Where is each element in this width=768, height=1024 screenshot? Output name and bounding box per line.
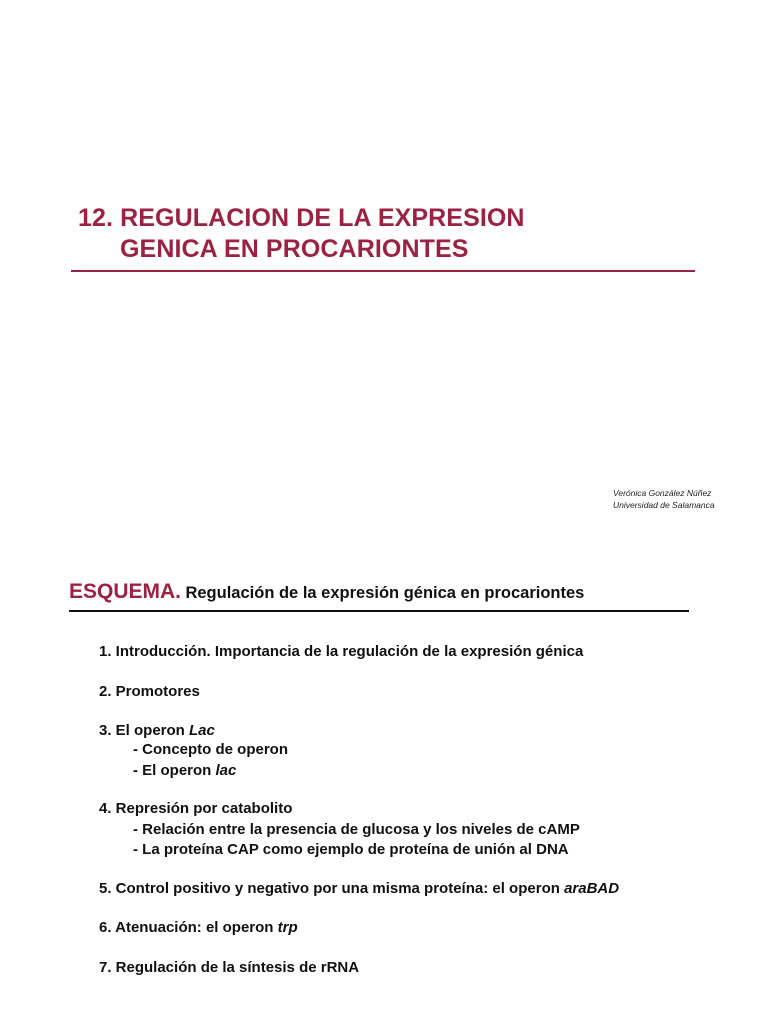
title-divider <box>71 270 695 272</box>
outline-divider <box>69 610 689 612</box>
outline-subheading: Regulación de la expresión génica en procariontes <box>185 584 585 602</box>
author-name: Verónica González Núñez <box>613 488 712 498</box>
outline-subitem-4a: - Relación entre la presencia de glucosa y los niveles de cAMP <box>133 821 580 838</box>
outline-item-4: 4. Represión por catabolito <box>99 800 293 817</box>
page-title-line-2: GENICA EN PROCARIONTES <box>120 235 469 263</box>
outline-item-3: 3. El operon Lac <box>99 722 215 739</box>
outline-subitem-3a: - Concepto de operon <box>133 741 288 758</box>
outline-item-6: 6. Atenuación: el operon trp <box>99 919 298 936</box>
page-title-line-1: 12. REGULACION DE LA EXPRESION <box>78 204 525 232</box>
outline-item-1: 1. Introducción. Importancia de la regulación de la expresión génica <box>99 643 584 660</box>
outline-subitem-3b: - El operon lac <box>133 762 237 779</box>
author-affiliation: Universidad de Salamanca <box>613 500 715 510</box>
outline-subitem-4b: - La proteína CAP como ejemplo de proteína de unión al DNA <box>133 841 569 858</box>
outline-heading-label: ESQUEMA. <box>69 580 182 603</box>
outline-item-5: 5. Control positivo y negativo por una misma proteína: el operon araBAD <box>99 880 620 897</box>
outline-item-2: 2. Promotores <box>99 683 200 700</box>
outline-item-7: 7. Regulación de la síntesis de rRNA <box>99 959 360 976</box>
outline-heading <box>69 580 584 604</box>
